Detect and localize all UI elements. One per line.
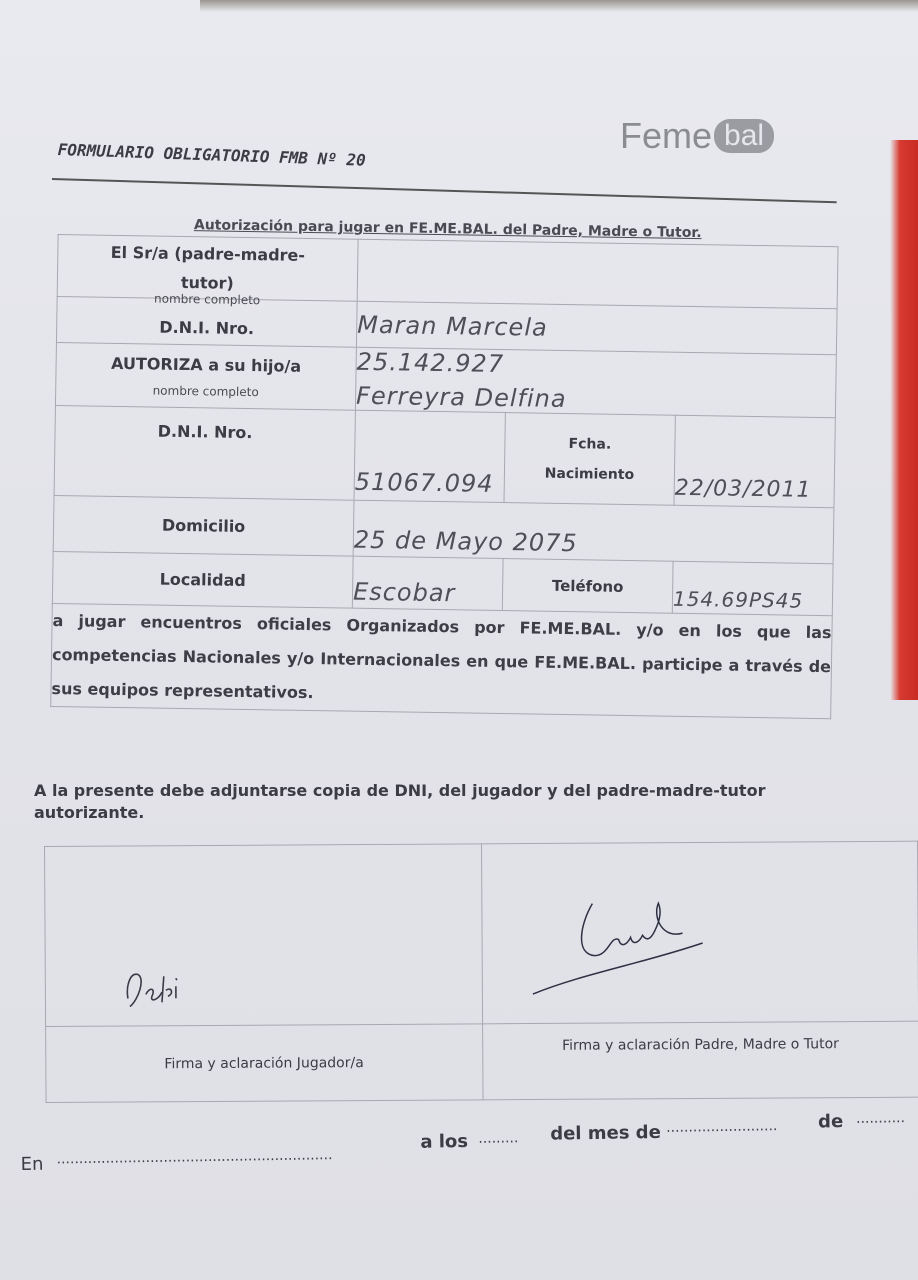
parent-dni-text: 25.142.927: [356, 347, 505, 379]
parent-name-label-cell: [56, 291, 357, 347]
child-dni-value: 51067.094: [354, 410, 505, 502]
top-shadow: [200, 0, 918, 12]
autoriza-label: AUTORIZA a su hijo/a: [110, 353, 302, 376]
footer-dots-year: ...........: [855, 1110, 906, 1127]
player-signature-scribble: [116, 956, 236, 1027]
authorization-paragraph: a jugar encuentros oficiales Organizados por FE.ME.BAL. y/o en los que las competencias Nacionales y/o Internacionales en que FE.ME.BAL. participe a través de sus equipos representativos.: [51, 603, 833, 718]
birth-date-value: 22/03/2011: [674, 415, 835, 508]
footer-en: En: [20, 1153, 44, 1175]
dni-label: D.N.I. Nro.: [159, 317, 255, 339]
footer-a-los: a los: [420, 1130, 469, 1153]
logo-text: Feme: [620, 115, 713, 156]
form-subtitle: Autorización para jugar en FE.ME.BAL. del Padre, Madre o Tutor.: [193, 217, 702, 242]
localidad-label: Localidad: [159, 569, 246, 590]
localidad-label-cell: [52, 551, 353, 608]
child-name-text: Ferreyra Delfina: [355, 381, 567, 414]
footer-dots-place: ..............................................................: [56, 1147, 333, 1168]
parent-signature-scribble: [522, 883, 723, 1004]
signature-grid: [44, 841, 918, 1103]
footer-dots-month: .........................: [666, 1118, 778, 1136]
dni-note: A la presente debe adjuntarse copia de DNI, del jugador y del padre-madre-tutor autorizante.: [34, 781, 766, 822]
parent-dni-value: [355, 347, 836, 418]
main-form-table: [50, 234, 838, 719]
parent-signature-label: Firma y aclaración Padre, Madre o Tutor: [482, 1021, 918, 1100]
player-signature-label: Firma y aclaración Jugador/a: [46, 1024, 483, 1103]
child-dni-label: D.N.I. Nro.: [157, 421, 253, 443]
footer-de: de: [817, 1111, 844, 1133]
fecha-label-cell: [504, 413, 675, 506]
red-folder-edge: [890, 140, 918, 700]
telefono-label: Teléfono: [551, 576, 624, 596]
domicilio-value: 25 de Mayo 2075: [353, 500, 834, 564]
telefono-value: 154.69PS45: [672, 561, 833, 616]
footer-dots-day: .........: [478, 1130, 519, 1147]
player-signature-area: [45, 844, 483, 1027]
femebal-logo: [620, 116, 774, 156]
fecha-label-2: Nacimiento: [544, 465, 635, 483]
form-title: FORMULARIO OBLIGATORIO FMB Nº 20: [57, 140, 367, 170]
parent-signature-area: [481, 841, 918, 1024]
telefono-label-cell: [502, 559, 673, 614]
localidad-value: Escobar: [352, 556, 503, 610]
parent-blank-cell: [357, 239, 838, 309]
authorization-table: [50, 212, 838, 719]
nombre-completo-label: nombre completo: [153, 291, 261, 308]
autoriza-label-cell: [55, 342, 356, 410]
parent-name-value: Maran Marcela: [356, 301, 837, 355]
parent-label-line2: tutor): [180, 272, 234, 293]
child-dni-label-cell: [54, 405, 355, 500]
fecha-label-1: Fcha.: [568, 435, 612, 453]
logo-pill: bal: [714, 119, 774, 153]
domicilio-label: Domicilio: [161, 515, 246, 536]
child-nombre-completo-label: nombre completo: [152, 383, 259, 399]
parent-label-line1: El Sr/a (padre-madre-: [110, 242, 306, 265]
footer-del-mes-de: del mes de: [550, 1121, 661, 1145]
domicilio-label-cell: [53, 495, 354, 556]
signature-table: [44, 841, 918, 1102]
